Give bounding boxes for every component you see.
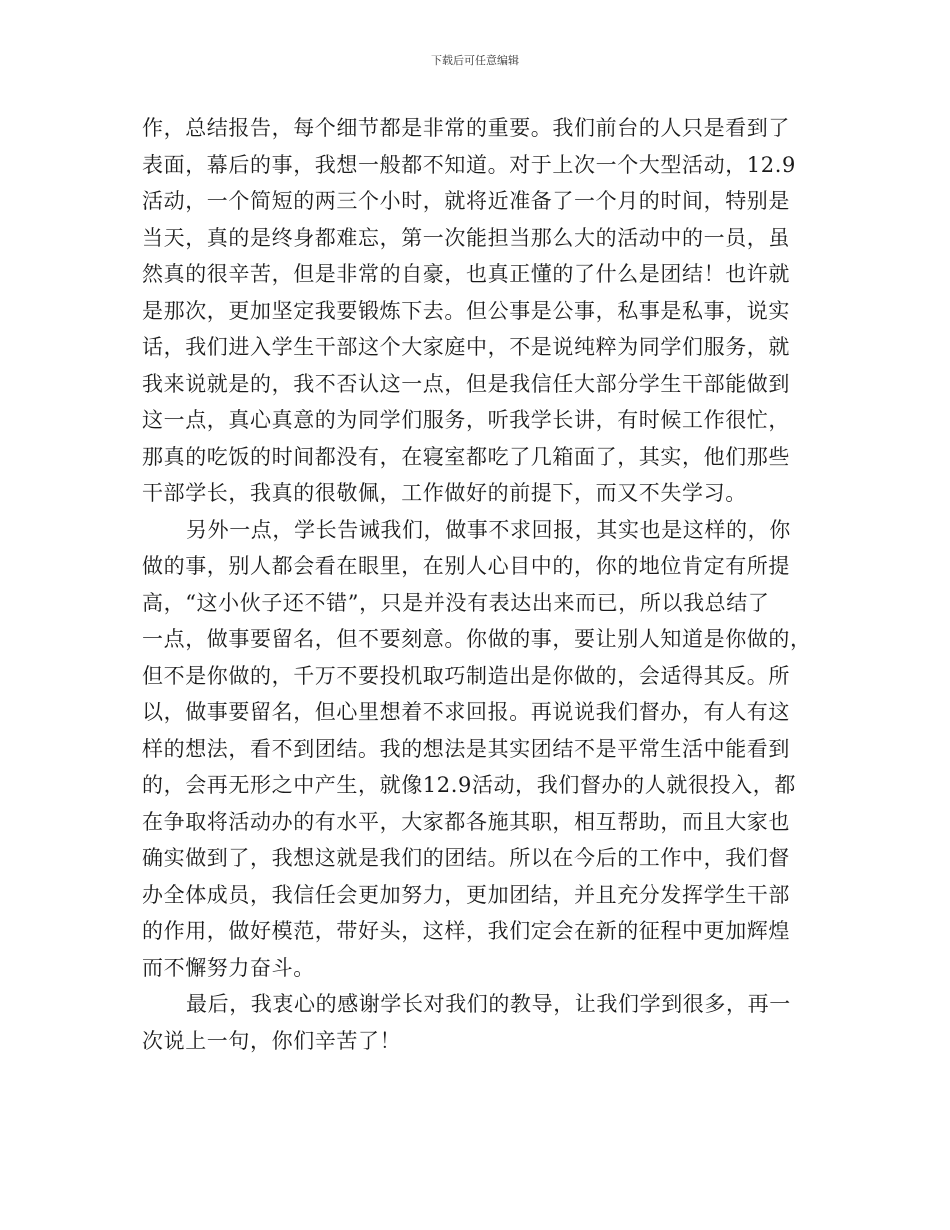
paragraph-start-line: 另外一点，学长告诫我们，做事不求回报，其实也是这样的，你 xyxy=(186,517,791,542)
text-line: 在争取将活动办的有水平，大家都各施其职，相互帮助，而且大家也 xyxy=(142,809,790,834)
text-line: 的，会再无形之中产生，就像12.9活动，我们督办的人就很投入，都 xyxy=(142,773,796,797)
text-line: 活动，一个简短的两三个小时，就将近准备了一个月的时间，特别是 xyxy=(142,189,790,213)
paragraph-start-line: 最后，我衷心的感谢学长对我们的教导，让我们学到很多，再一 xyxy=(186,992,791,1016)
text-line: 做的事，别人都会看在眼里，在别人心目中的，你的地位肯定有所提 xyxy=(142,554,790,578)
text-line: 确实做到了，我想这就是我们的团结。所以在今后的工作中，我们督 xyxy=(142,846,790,870)
text-line: 这一点，真心真意的为同学们服务，听我学长讲，有时候工作很忙， xyxy=(142,408,790,432)
text-line: 以，做事要留名，但心里想着不求回报。再说说我们督办，有人有这 xyxy=(142,700,790,724)
text-line: 那真的吃饭的时间都没有，在寝室都吃了几箱面了，其实，他们那些 xyxy=(142,444,790,469)
text-line: 但不是你做的，千万不要投机取巧制造出是你做的，会适得其反。所 xyxy=(142,663,790,688)
page-header: 下载后可任意编辑 xyxy=(431,54,519,67)
text-line: 样的想法，看不到团结。我的想法是其实团结不是平常生活中能看到 xyxy=(142,736,790,761)
text-line: 而不懈努力奋斗。 xyxy=(142,955,315,980)
text-line: 高，“这小伙子还不错”，只是并没有表达出来而已，所以我总结了 xyxy=(142,590,770,615)
document-body xyxy=(142,110,812,1059)
text-line: 当天，真的是终身都难忘，第一次能担当那么大的活动中的一员，虽 xyxy=(142,225,790,250)
text-line: 然真的很辛苦，但是非常的自豪，也真正懂的了什么是团结！也许就 xyxy=(142,262,790,286)
text-line: 是那次，更加坚定我要锻炼下去。但公事是公事，私事是私事，说实 xyxy=(142,298,790,323)
text-line: 作，总结报告，每个细节都是非常的重要。我们前台的人只是看到了 xyxy=(142,116,790,140)
text-line: 干部学长，我真的很敬佩，工作做好的前提下，而又不失学习。 xyxy=(142,481,747,505)
text-line: 的作用，做好模范，带好头，这样，我们定会在新的征程中更加辉煌 xyxy=(142,919,790,943)
text-line: 我来说就是的，我不否认这一点，但是我信任大部分学生干部能做到 xyxy=(142,371,790,396)
text-line: 办全体成员，我信任会更加努力，更加团结，并且充分发挥学生干部 xyxy=(142,882,790,907)
text-line: 次说上一句，你们辛苦了！ xyxy=(142,1028,402,1053)
text-line: 话，我们进入学生干部这个大家庭中，不是说纯粹为同学们服务，就 xyxy=(142,335,790,359)
text-line: 一点，做事要留名，但不要刻意。你做的事，要让别人知道是你做的， xyxy=(142,627,812,651)
text-line: 表面，幕后的事，我想一般都不知道。对于上次一个大型活动，12.9 xyxy=(142,152,796,177)
